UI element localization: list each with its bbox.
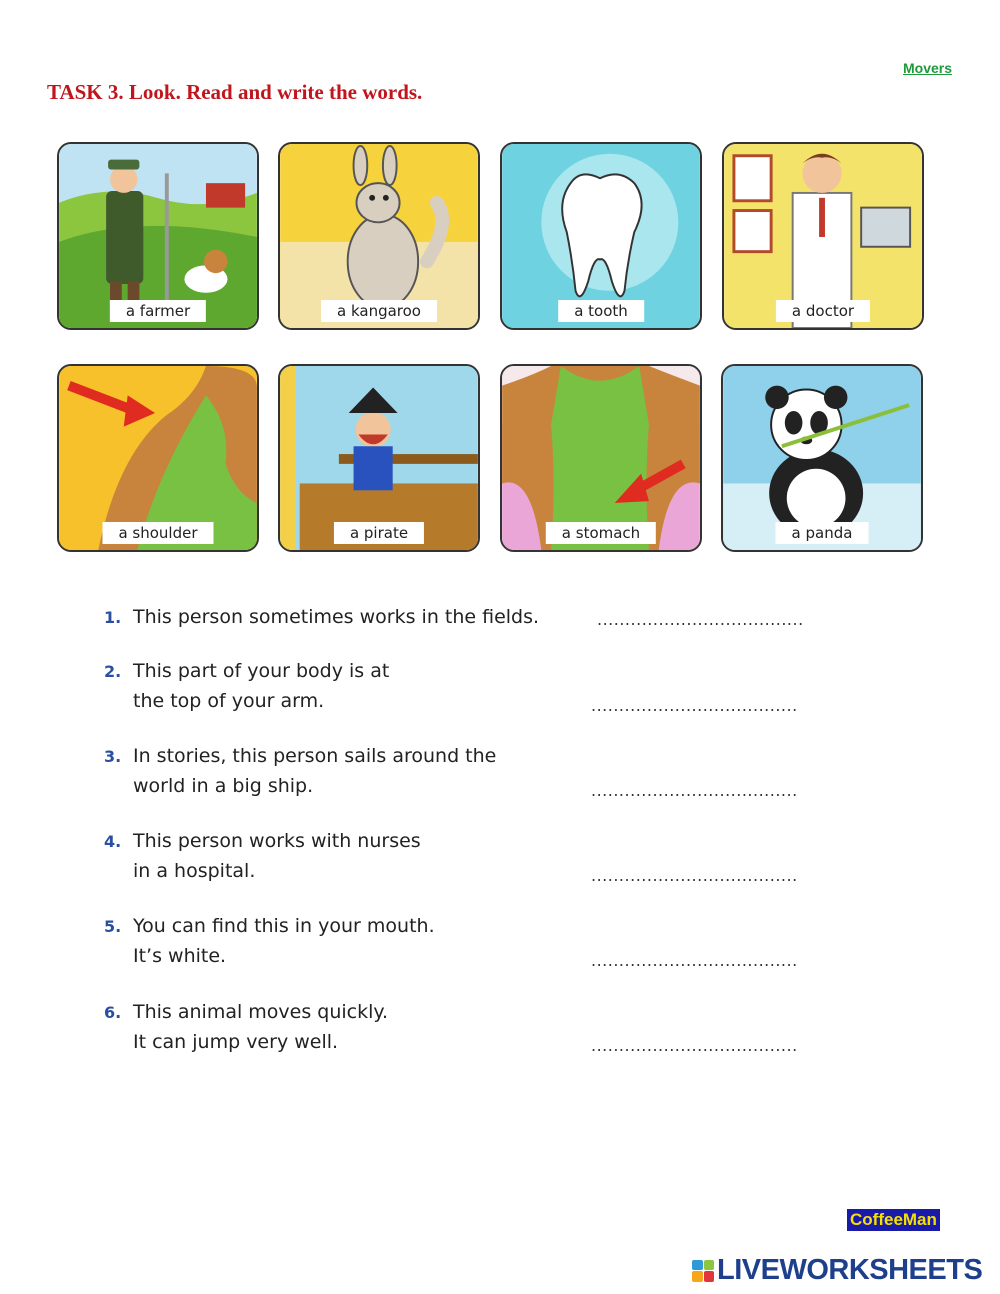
card-label: a shoulder [102, 522, 213, 544]
answer-input-4[interactable] [588, 856, 854, 884]
question-text-line2: in a hospital. [133, 860, 256, 882]
card-label: a pirate [334, 522, 424, 544]
question-text-line1: In stories, this person sails around the [133, 745, 497, 767]
answer-dotted-line: ..................................... [591, 866, 798, 885]
answer-input-2[interactable] [588, 686, 854, 714]
movers-link[interactable]: Movers [903, 60, 953, 76]
card-label: a panda [776, 522, 869, 544]
card-label: a tooth [558, 300, 644, 322]
picture-card-stomach [500, 364, 702, 552]
author-badge: CoffeeMan [847, 1209, 940, 1231]
question-text-line1: You can find this in your mouth. [133, 915, 435, 937]
liveworksheets-icon [692, 1260, 714, 1282]
question-text-line1: This animal moves quickly. [133, 1001, 388, 1023]
picture-card-kangaroo [278, 142, 480, 330]
picture-card-doctor [722, 142, 924, 330]
answer-input-5[interactable] [588, 941, 854, 969]
answer-input-1[interactable] [594, 600, 860, 628]
picture-card-farmer [57, 142, 259, 330]
question-text-line1: This person works with nurses [133, 830, 421, 852]
question-text-line2: It’s white. [133, 945, 227, 967]
task-title: TASK 3. Look. Read and write the words. [47, 80, 423, 104]
question-text-line2: world in a big ship. [133, 775, 314, 797]
answer-dotted-line: ..................................... [597, 610, 804, 629]
card-label: a farmer [110, 300, 206, 322]
picture-card-pirate [278, 364, 480, 552]
question-text-line2: the top of your arm. [133, 690, 325, 712]
picture-card-panda [721, 364, 923, 552]
question-text-line2: It can jump very well. [133, 1031, 339, 1053]
card-label: a doctor [776, 300, 870, 322]
answer-dotted-line: ..................................... [591, 951, 798, 970]
answer-dotted-line: ..................................... [591, 696, 798, 715]
card-label: a stomach [546, 522, 656, 544]
question-number: 5. [104, 917, 122, 936]
answer-dotted-line: ..................................... [591, 781, 798, 800]
question-text: This person sometimes works in the fields. [133, 606, 540, 628]
question-number: 2. [104, 662, 122, 681]
question-number: 3. [104, 747, 122, 766]
answer-input-6[interactable] [588, 1026, 854, 1054]
question-text-line1: This part of your body is at [133, 660, 390, 682]
question-number: 6. [104, 1003, 122, 1022]
picture-card-shoulder [57, 364, 259, 552]
answer-input-3[interactable] [588, 771, 854, 799]
picture-card-tooth [500, 142, 702, 330]
question-number: 1. [104, 608, 122, 627]
answer-dotted-line: ..................................... [591, 1036, 798, 1055]
liveworksheets-logo[interactable] [692, 1254, 982, 1287]
card-label: a kangaroo [321, 300, 437, 322]
brand-name: LIVEWORKSHEETS [717, 1254, 983, 1286]
question-number: 4. [104, 832, 122, 851]
